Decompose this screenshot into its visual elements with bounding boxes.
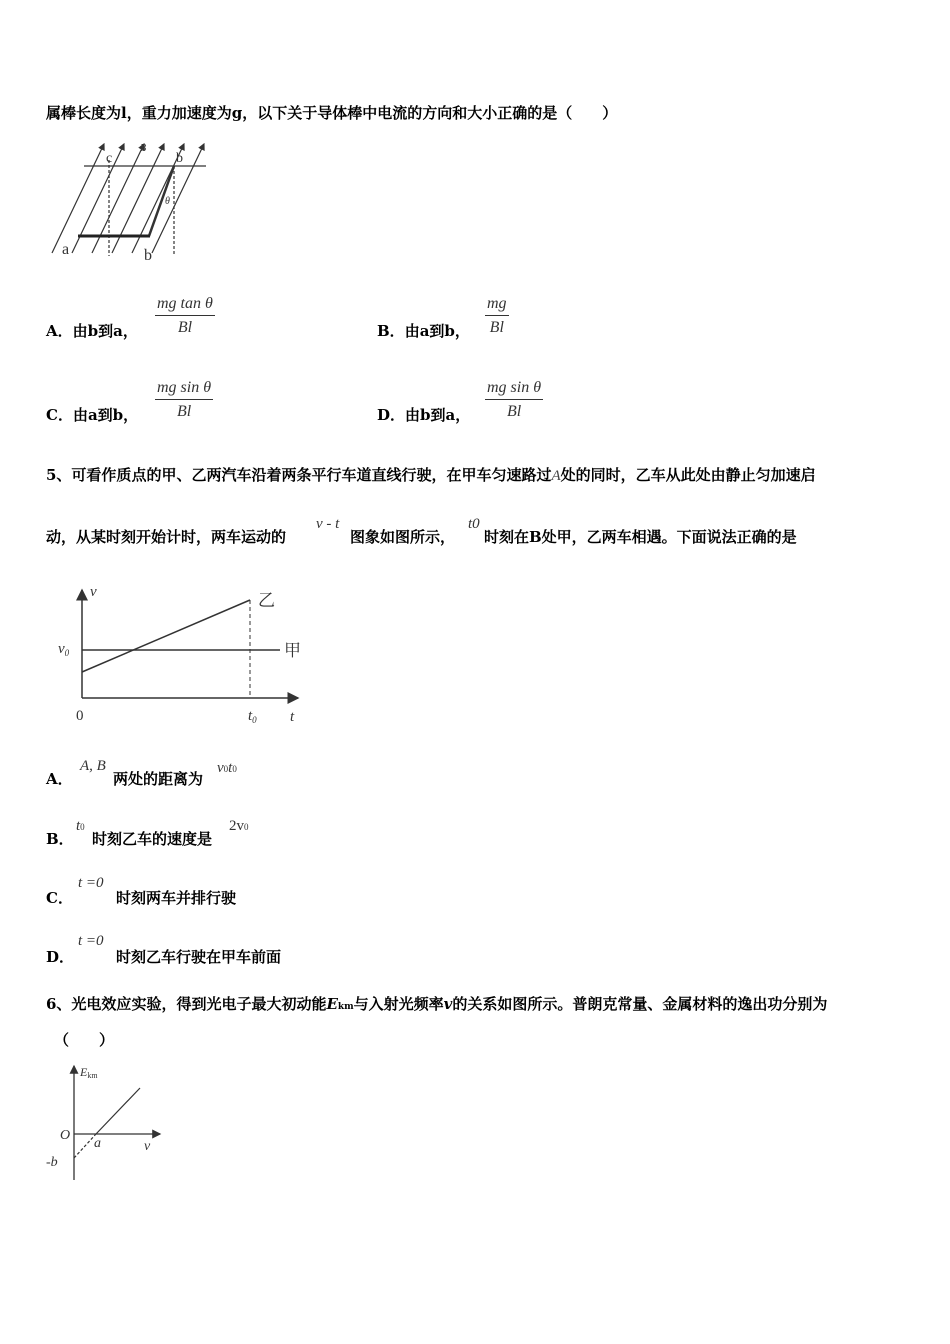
q6-stem-line1: 6、光电效应实验，得到光电子最大初动能Ekm与入射光频率v的关系如图所示。普朗克常量、金属材料的逸出功分别为 <box>46 995 828 1013</box>
q5-option-b: B． <box>46 830 74 848</box>
q4-fig-label: c <box>106 151 113 166</box>
q4-stem: 属棒长度为l，重力加速度为g，以下关于导体棒中电流的方向和大小正确的是（ ） <box>46 104 618 122</box>
q5-option-b-text: 时刻乙车的速度是 <box>92 830 213 848</box>
q4-fig-label: θ <box>165 196 170 207</box>
q6-graph <box>44 1060 168 1184</box>
q5-option-d-math: t =0 <box>78 933 104 949</box>
q5-graph-origin: 0 <box>76 708 84 724</box>
q5-stem-line1: 5、可看作质点的甲、乙两汽车沿着两条平行车道直线行驶，在甲车匀速路过A处的同时，乙车从此处由静止匀加速启 <box>46 466 816 484</box>
q4-option-a-fraction: $\frac{\text{mg tan θ}}{Bl}$ <box>157 295 213 336</box>
q4-figure <box>44 138 214 264</box>
q5-option-a-value: v0t0 <box>217 760 237 776</box>
q5-option-c-text: 时刻两车并排行驶 <box>116 889 237 907</box>
q6-stem-line2: （ ） <box>54 1031 115 1049</box>
q4-option-c-fraction: $\frac{\text{mg sin θ}}{Bl}$ <box>157 379 212 420</box>
q5-option-b-value: 2v0 <box>229 818 249 834</box>
q5-option-c: C． <box>46 889 73 907</box>
q5-option-c-math: t =0 <box>78 875 104 891</box>
q6-graph-origin: O <box>60 1128 71 1143</box>
q6-graph-a-label: a <box>94 1136 101 1151</box>
q5-option-a: A． <box>46 770 73 788</box>
q4-option-b: B．由a到b， <box>377 322 470 340</box>
q5-option-d: D． <box>46 948 75 966</box>
q5-option-d-text: 时刻乙车行驶在甲车前面 <box>116 948 282 966</box>
q4-option-b-fraction: $\frac{mg}{Bl}$ <box>487 295 507 336</box>
q5-graph-yi-label: 乙 <box>258 591 275 610</box>
q5-graph-t0-label: $t_0$ <box>248 708 257 725</box>
q5-stem-line2c: 时刻在B处甲，乙两车相遇。下面说法正确的是 <box>484 528 797 546</box>
q5-t0-math: t0 <box>468 516 480 532</box>
q5-vt-graph <box>52 580 312 732</box>
q4-option-d: D．由b到a， <box>377 406 471 424</box>
q4-option-a: A．由b到a， <box>46 322 138 340</box>
q5-graph-jia-label: 甲 <box>284 641 301 660</box>
q6-graph-x-label: v <box>144 1139 151 1154</box>
q5-vt-math: v - t <box>316 516 340 532</box>
q6-graph-y-label: Ekm <box>80 1065 98 1080</box>
q5-option-a-text: 两处的距离为 <box>113 770 204 788</box>
q4-fig-label: a <box>62 241 70 258</box>
q4-option-c: C．由a到b， <box>46 406 139 424</box>
q5-graph-v0-label: $v_0$ <box>58 641 70 658</box>
q4-fig-label: b <box>176 151 183 166</box>
q5-graph-v-label: v <box>90 584 97 600</box>
q4-fig-label: B <box>140 143 147 154</box>
q4-fig-label: b <box>144 247 152 264</box>
q6-graph-b-label: -b <box>46 1155 58 1170</box>
q5-graph-t-label: t <box>290 709 295 725</box>
q4-option-d-fraction: $\frac{\text{mg sin θ}}{Bl}$ <box>487 379 542 420</box>
q5-stem-line2: 动，从某时刻开始计时，两车运动的 <box>46 528 287 546</box>
q5-stem-line2b: 图象如图所示， <box>350 528 456 546</box>
q5-option-b-math: t0 <box>76 818 85 834</box>
q5-option-a-math: A, B <box>80 758 106 774</box>
